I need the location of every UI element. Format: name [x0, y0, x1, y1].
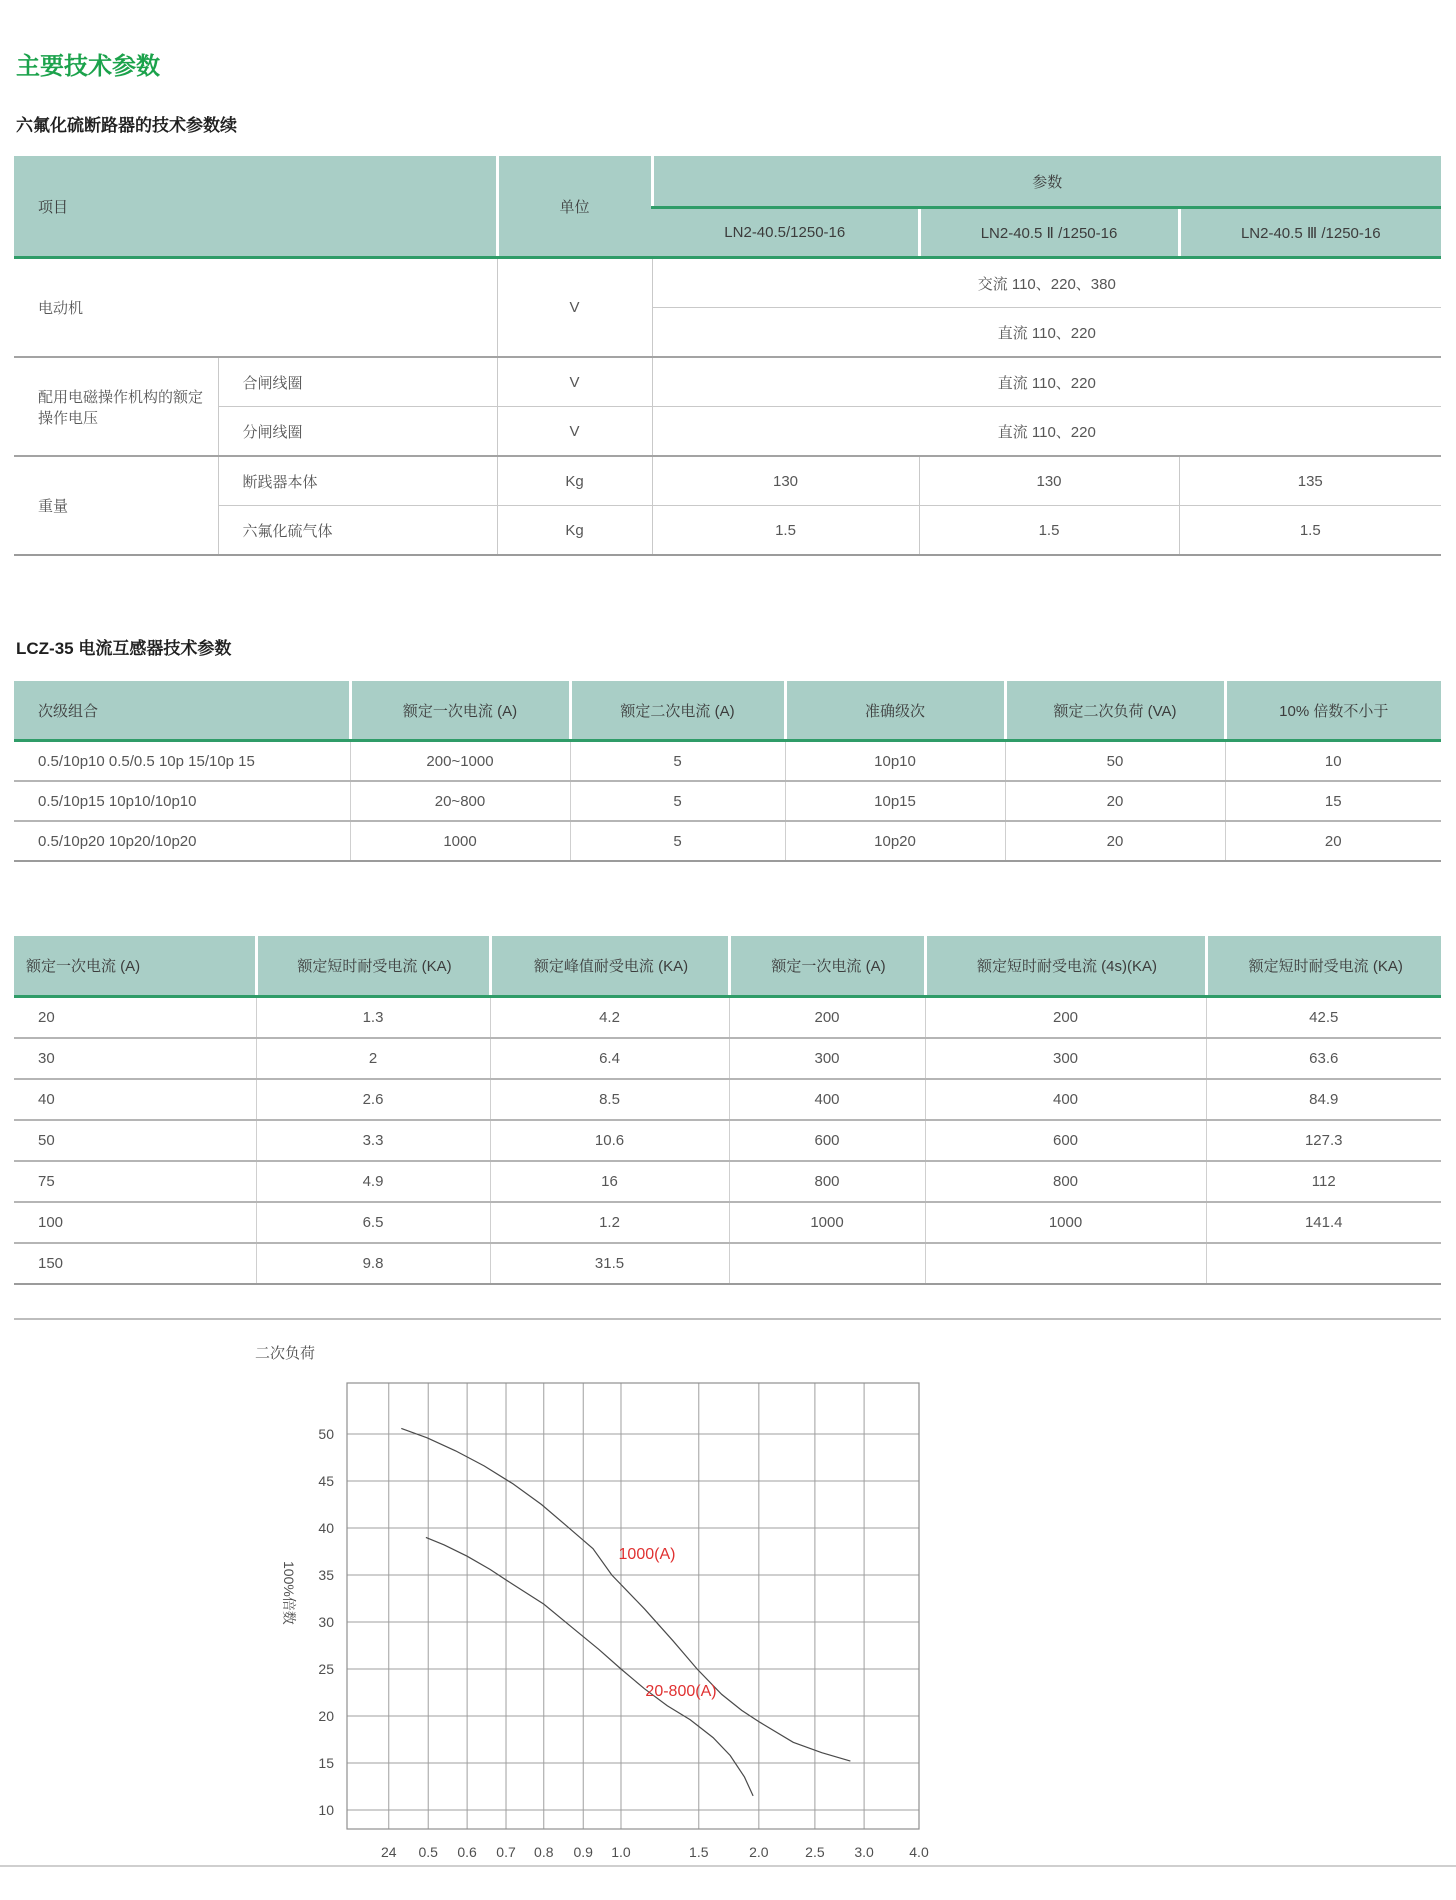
- secondary-load-chart-section: [14, 1318, 1442, 1900]
- table-cell: 200: [925, 997, 1206, 1039]
- table-cell: 600: [925, 1120, 1206, 1161]
- table-cell: 400: [729, 1079, 925, 1120]
- table-cell: 1000: [925, 1202, 1206, 1243]
- t2-header-secondary-load: 额定二次负荷 (VA): [1005, 681, 1225, 741]
- t1-motor-unit: V: [497, 258, 652, 358]
- table-cell: 112: [1206, 1161, 1441, 1202]
- table-row: [14, 1079, 1441, 1120]
- t3-header-2: 额定短时耐受电流 (KA): [256, 936, 490, 997]
- table-cell: 1.2: [490, 1202, 729, 1243]
- table-cell: 6.4: [490, 1038, 729, 1079]
- table-cell: 20: [1225, 821, 1441, 861]
- table-cell: 84.9: [1206, 1079, 1441, 1120]
- table-cell: [729, 1243, 925, 1284]
- t1-motor-label: 电动机: [14, 258, 497, 358]
- table-cell: 42.5: [1206, 997, 1441, 1039]
- t1-open-value: 直流 110、220: [652, 407, 1441, 457]
- lcz35-transformer-table: [14, 681, 1441, 862]
- t1-close-coil: 合闸线圈: [218, 357, 497, 407]
- svg-text:24: 24: [380, 1844, 397, 1860]
- page-title: 主要技术参数: [16, 53, 160, 80]
- table-cell: 2.6: [256, 1079, 490, 1120]
- svg-text:50: 50: [318, 1426, 334, 1442]
- t2-header-secondary-current: 额定二次电流 (A): [570, 681, 785, 741]
- table-cell: 1.5: [919, 506, 1179, 556]
- svg-text:45: 45: [318, 1473, 334, 1489]
- table-cell: 127.3: [1206, 1120, 1441, 1161]
- t1-header-item: 项目: [14, 156, 497, 258]
- t1-motor-dc: 直流 110、220: [652, 308, 1441, 358]
- svg-text:10: 10: [318, 1802, 334, 1818]
- chart-title: 二次负荷: [255, 1345, 316, 1362]
- table-row: [14, 997, 1441, 1039]
- table-row: [14, 1161, 1441, 1202]
- t1-header-param: 参数: [652, 156, 1441, 208]
- current-withstand-table: [14, 936, 1441, 1285]
- svg-text:25: 25: [318, 1661, 334, 1677]
- svg-text:4.0: 4.0: [909, 1844, 929, 1860]
- table-cell: 10.6: [490, 1120, 729, 1161]
- svg-text:2.0: 2.0: [749, 1844, 769, 1860]
- table-cell: 800: [729, 1161, 925, 1202]
- table-cell: 50: [1005, 741, 1225, 782]
- t1-motor-ac: 交流 110、220、380: [652, 258, 1441, 308]
- table-cell: 50: [14, 1120, 256, 1161]
- t3-header-1: 额定一次电流 (A): [14, 936, 256, 997]
- table-row: [14, 1202, 1441, 1243]
- t2-header-primary-current: 额定一次电流 (A): [350, 681, 570, 741]
- t1-close-value: 直流 110、220: [652, 357, 1441, 407]
- table1-caption: 六氟化硫断路器的技术参数续: [16, 116, 237, 135]
- t3-header-3: 额定峰值耐受电流 (KA): [490, 936, 729, 997]
- table-cell: 2: [256, 1038, 490, 1079]
- t1-breaker-body-label: 断践器本体: [218, 456, 497, 506]
- table-cell: 4.2: [490, 997, 729, 1039]
- page: [0, 46, 1456, 1900]
- table-cell: 400: [925, 1079, 1206, 1120]
- table-cell: 300: [729, 1038, 925, 1079]
- table-cell: 15: [1225, 781, 1441, 821]
- table-cell: 1.5: [1179, 506, 1441, 556]
- table-cell: 600: [729, 1120, 925, 1161]
- table-cell: 200: [729, 997, 925, 1039]
- table-cell: 1.5: [652, 506, 919, 556]
- t1-weight-label: 重量: [14, 456, 218, 555]
- table-cell: 16: [490, 1161, 729, 1202]
- table-cell: 150: [14, 1243, 256, 1284]
- table-cell: 30: [14, 1038, 256, 1079]
- svg-text:35: 35: [318, 1567, 334, 1583]
- table-row: [14, 1038, 1441, 1079]
- table-cell: 20: [1005, 821, 1225, 861]
- svg-text:20: 20: [318, 1708, 334, 1724]
- table-cell: 6.5: [256, 1202, 490, 1243]
- svg-text:0.7: 0.7: [496, 1844, 516, 1860]
- table-cell: 63.6: [1206, 1038, 1441, 1079]
- svg-text:0.9: 0.9: [573, 1844, 593, 1860]
- table-cell: 10: [1225, 741, 1441, 782]
- table-cell: 300: [925, 1038, 1206, 1079]
- table-cell: 800: [925, 1161, 1206, 1202]
- table-cell: 100: [14, 1202, 256, 1243]
- table-cell: 5: [570, 741, 785, 782]
- table-cell: 130: [919, 456, 1179, 506]
- svg-text:1.0: 1.0: [611, 1844, 631, 1860]
- svg-text:2.5: 2.5: [805, 1844, 825, 1860]
- svg-text:0.6: 0.6: [457, 1844, 477, 1860]
- t1-open-coil: 分闸线圈: [218, 407, 497, 457]
- t2-header-multiple: 10% 倍数不小于: [1225, 681, 1441, 741]
- table-cell: 10p10: [785, 741, 1005, 782]
- t1-model-3: LN2-40.5 Ⅲ /1250-16: [1179, 208, 1441, 258]
- svg-text:15: 15: [318, 1755, 334, 1771]
- table-cell: 20: [1005, 781, 1225, 821]
- table-cell: 0.5/10p20 10p20/10p20: [14, 821, 350, 861]
- table-cell: 9.8: [256, 1243, 490, 1284]
- t1-model-1: LN2-40.5/1250-16: [652, 208, 919, 258]
- table-row: [14, 1120, 1441, 1161]
- table-row: [14, 821, 1441, 861]
- svg-text:40: 40: [318, 1520, 334, 1536]
- chart-svg: [14, 1318, 1441, 1874]
- t1-header-unit: 单位: [497, 156, 652, 258]
- table-cell: 10p20: [785, 821, 1005, 861]
- sf6-breaker-params-table: [14, 156, 1441, 556]
- table-cell: 141.4: [1206, 1202, 1441, 1243]
- t1-mech-label: 配用电磁操作机构的额定操作电压: [14, 357, 218, 456]
- table-cell: 8.5: [490, 1079, 729, 1120]
- table-cell: 1000: [729, 1202, 925, 1243]
- table-row: [14, 781, 1441, 821]
- table-cell: 3.3: [256, 1120, 490, 1161]
- table-cell: 130: [652, 456, 919, 506]
- table-cell: 200~1000: [350, 741, 570, 782]
- table-row: [14, 741, 1441, 782]
- t3-header-4: 额定一次电流 (A): [729, 936, 925, 997]
- svg-text:1000(A): 1000(A): [618, 1546, 676, 1563]
- divider: [0, 1865, 1456, 1867]
- table-cell: 0.5/10p15 10p10/10p10: [14, 781, 350, 821]
- table-cell: 75: [14, 1161, 256, 1202]
- table-cell: 40: [14, 1079, 256, 1120]
- table-cell: 5: [570, 781, 785, 821]
- table-cell: [925, 1243, 1206, 1284]
- table-cell: 10p15: [785, 781, 1005, 821]
- table-cell: 31.5: [490, 1243, 729, 1284]
- table-cell: 1000: [350, 821, 570, 861]
- t1-gas-label: 六氟化硫气体: [218, 506, 497, 556]
- table-cell: 4.9: [256, 1161, 490, 1202]
- section2-title: LCZ-35 电流互感器技术参数: [16, 639, 232, 658]
- svg-text:1.5: 1.5: [689, 1844, 709, 1860]
- table-cell: 20: [14, 997, 256, 1039]
- t1-open-unit: V: [497, 407, 652, 457]
- t1-gas-unit: Kg: [497, 506, 652, 556]
- t3-header-5: 额定短时耐受电流 (4s)(KA): [925, 936, 1206, 997]
- t3-header-6: 额定短时耐受电流 (KA): [1206, 936, 1441, 997]
- t2-header-accuracy-class: 准确级次: [785, 681, 1005, 741]
- t2-header-combination: 次级组合: [14, 681, 350, 741]
- t1-close-unit: V: [497, 357, 652, 407]
- table-cell: 0.5/10p10 0.5/0.5 10p 15/10p 15: [14, 741, 350, 782]
- svg-text:20-800(A): 20-800(A): [645, 1683, 717, 1700]
- svg-text:30: 30: [318, 1614, 334, 1630]
- t1-model-2: LN2-40.5 Ⅱ /1250-16: [919, 208, 1179, 258]
- table-row: [14, 1243, 1441, 1284]
- svg-text:0.8: 0.8: [534, 1844, 554, 1860]
- svg-text:100%倍数: 100%倍数: [281, 1561, 297, 1625]
- table-cell: 20~800: [350, 781, 570, 821]
- svg-text:3.0: 3.0: [854, 1844, 874, 1860]
- table-cell: [1206, 1243, 1441, 1284]
- table-cell: 135: [1179, 456, 1441, 506]
- table-cell: 1.3: [256, 997, 490, 1039]
- svg-text:0.5: 0.5: [418, 1844, 438, 1860]
- table-cell: 5: [570, 821, 785, 861]
- t1-breaker-unit: Kg: [497, 456, 652, 506]
